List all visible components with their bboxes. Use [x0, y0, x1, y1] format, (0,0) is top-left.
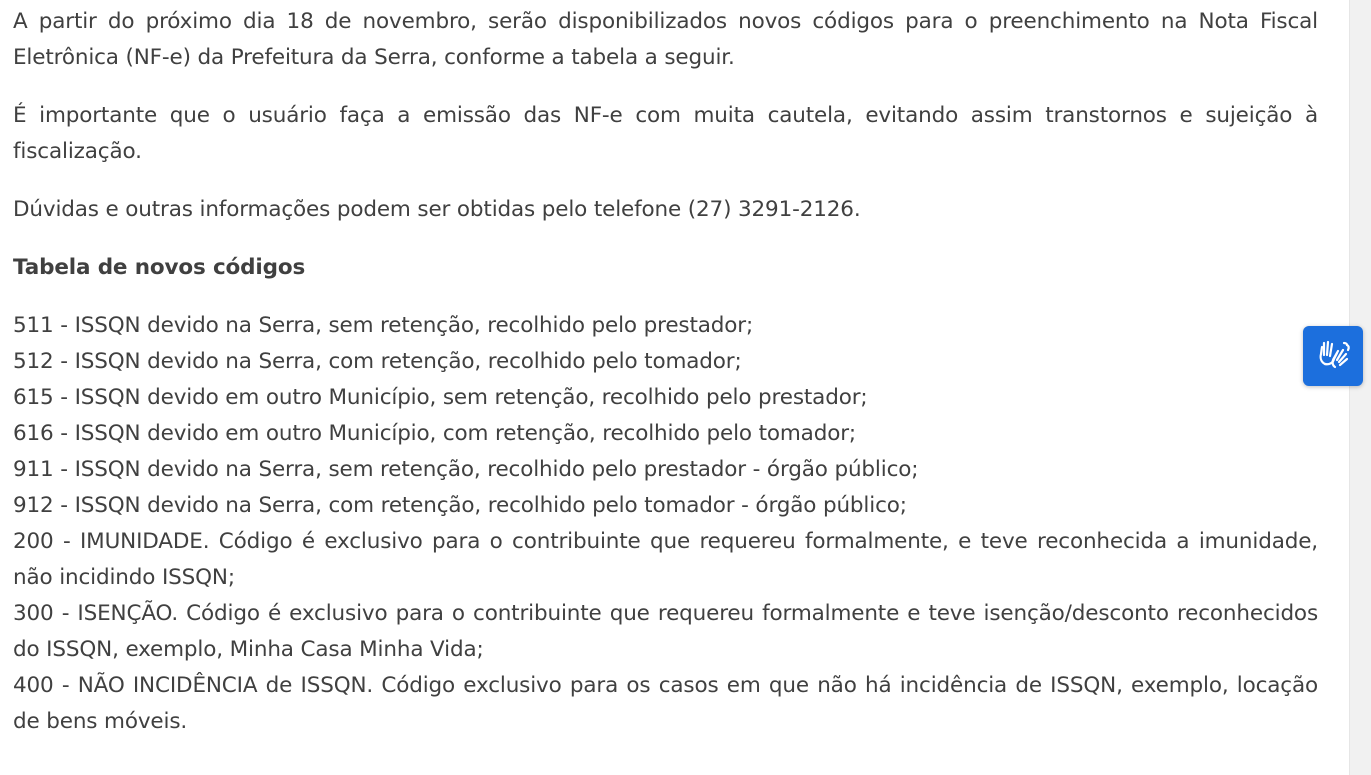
- code-item-615: 615 - ISSQN devido em outro Município, sem retenção, recolhido pelo prestador;: [13, 385, 868, 410]
- contact-paragraph: Dúvidas e outras informações podem ser obtidas pelo telefone (27) 3291-2126.: [13, 197, 861, 222]
- code-item-400: 400 - NÃO INCIDÊNCIA de ISSQN. Código exclusivo para os casos em que não há incidência de ISSQN, exemplo, locação de bens móveis.: [13, 673, 1318, 734]
- intro-paragraph: A partir do próximo dia 18 de novembro, serão disponibilizados novos códigos para o preenchimento na Nota Fiscal Eletrônica (NF-e) da Prefeitura da Serra, conforme a tabela a seguir.: [13, 9, 1318, 70]
- codes-list: [13, 308, 1318, 740]
- code-item-300: 300 - ISENÇÃO. Código é exclusivo para o contribuinte que requereu formalmente e teve isenção/desconto reconhecidos do ISSQN, exemplo, Minha Casa Minha Vida;: [13, 601, 1318, 662]
- page-scrollbar[interactable]: [1349, 0, 1371, 775]
- code-item-200: 200 - IMUNIDADE. Código é exclusivo para o contribuinte que requereu formalmente, e teve reconhecida a imunidade, não incidindo ISSQN;: [13, 529, 1318, 590]
- article-content: [13, 4, 1318, 740]
- sign-language-hands-icon: [1313, 334, 1353, 378]
- code-item-616: 616 - ISSQN devido em outro Município, com retenção, recolhido pelo tomador;: [13, 421, 856, 446]
- code-item-512: 512 - ISSQN devido na Serra, com retenção, recolhido pelo tomador;: [13, 349, 742, 374]
- code-item-511: 511 - ISSQN devido na Serra, sem retenção, recolhido pelo prestador;: [13, 313, 754, 338]
- accessibility-sign-language-button[interactable]: [1303, 326, 1363, 386]
- code-item-912: 912 - ISSQN devido na Serra, com retenção, recolhido pelo tomador - órgão público;: [13, 493, 907, 518]
- caution-paragraph: É importante que o usuário faça a emissão das NF-e com muita cautela, evitando assim transtornos e sujeição à fiscalização.: [13, 103, 1318, 164]
- code-item-911: 911 - ISSQN devido na Serra, sem retenção, recolhido pelo prestador - órgão público;: [13, 457, 919, 482]
- table-heading: Tabela de novos códigos: [13, 255, 306, 280]
